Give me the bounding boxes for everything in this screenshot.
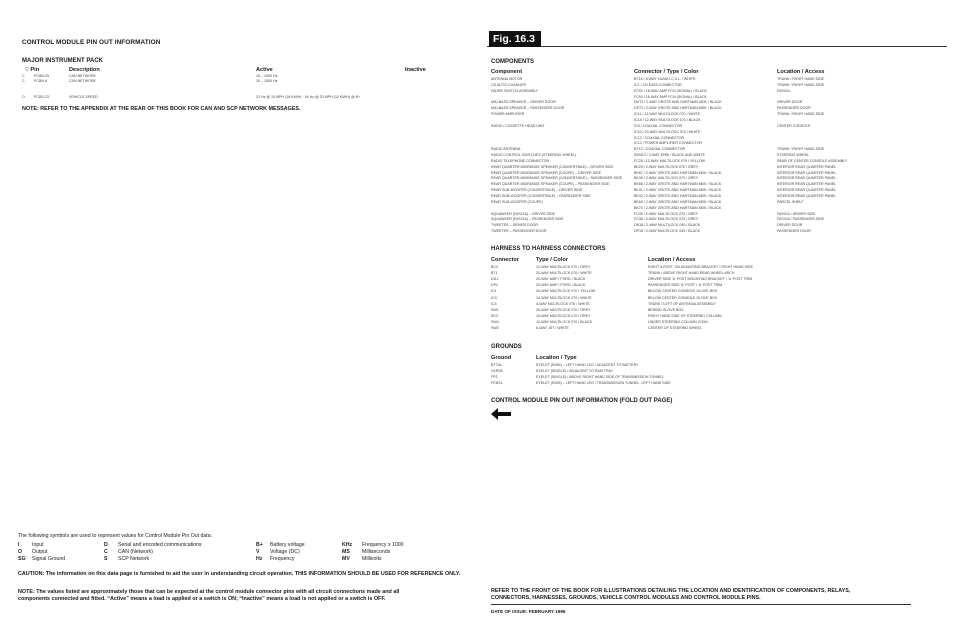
component-location: INTERIOR REAR QUARTER PANEL [777, 194, 837, 198]
component-name: REAR SUB WOOFER (COUPE) [491, 199, 543, 204]
component-name: MID-BASS SPEAKER – DRIVER DOOR [491, 100, 556, 105]
component-location: FASCIA [777, 88, 790, 93]
component-connector: IC13 / POWER AMPLIFIER CONNECTOR [634, 141, 703, 146]
pin-description: CAN NETWORK [69, 74, 96, 78]
legend-item [342, 542, 404, 548]
component-connector: BK31 / 2-WAY GROTE AND HARTMAN MDK / BLACK [634, 188, 722, 193]
legend-symbol: MS [342, 549, 350, 555]
harness-location: TRUNK / LEFT OF ANTENNA ASSEMBLY [648, 301, 716, 306]
values-note-line2: components connected and fitted. “Active” means a load is applied or a switch is ON; “Inactive” means a load is not applied or a switch is OFF. [18, 596, 386, 602]
component-location: TRUNK / RIGHT HAND SIDE [777, 147, 825, 152]
harness-connector: SW4 [491, 319, 499, 324]
component-location: TRUNK / RIGHT HAND SIDE [777, 77, 825, 81]
component-connector: IC10 / 20-WAY MULTILOCK 070 / WHITE [634, 129, 701, 134]
component-location: REAR OF CENTER CONSOLE ASSEMBLY [777, 158, 848, 163]
header-inactive: Inactive [405, 67, 426, 73]
component-location: FASCIA / DRIVER SIDE [777, 211, 816, 216]
header-harness-location: Location / Access [648, 257, 696, 263]
component-connector: BK70 / 2-WAY GROTE AND HARTMAN MDK / BLACK [634, 205, 722, 210]
component-connector: BT16 / 8-WAY YAZAKI C.S.L. / WHITE [634, 77, 696, 81]
pin-description: VEHICLE SPEED [69, 95, 98, 99]
component-name: REAR SUB WOOFER (CONVERTIBLE) – DRIVER SIDE [491, 188, 583, 193]
legend-symbol: B+ [256, 542, 263, 548]
legend-meaning: Output [32, 549, 48, 555]
top-rule [487, 46, 947, 47]
ground-location: EYELET (RAIN) – LEFT HAND LEG / TRANSMISSION TUNNEL, LEFT HAND SIDE [536, 381, 671, 385]
component-name: RADIO CONTROL SWITCHES (STEERING WHEEL) [491, 153, 577, 158]
component-name: RADIO / CASSETTE HEAD UNIT [491, 123, 545, 128]
table-row [491, 265, 951, 271]
bottom-rule [491, 604, 911, 605]
values-note-line1: NOTE: The values listed are approximately those that can be expected at the control module connector pins with all circuit connections made and all [18, 589, 400, 595]
component-location: STEERING WHEEL [777, 153, 810, 158]
component-location: PASSENGER DOOR [777, 229, 811, 234]
component-connector: BK29 / 2-WAY MULTILOCK 070 / GREY [634, 164, 699, 169]
legend-symbol: D [104, 542, 108, 548]
harness-connector: IC4 [491, 301, 497, 306]
ground-location: EYELET (RAIN) – LEFT HAND LEG / ADJACENT TO BATTERY [536, 363, 639, 367]
table-row [491, 283, 951, 289]
legend-intro: The following symbols are used to represent values for Control Module Pin Out data: [18, 533, 213, 539]
harness-type: 20-WAY AMP / FORD / BLACK [536, 277, 586, 282]
component-connector: FC36 / 2-WAY MULTILOCK 070 / GREY [634, 217, 699, 222]
component-connector: IC11 / 12-WAY MULTILOCK 070 / WHITE [634, 112, 701, 117]
pin-symbol-icon: ▽ [25, 67, 29, 73]
component-name: REAR QUARTER MIDRANGE SPEAKER (CONVERTIBLE) – DRIVER SIDE [491, 164, 614, 169]
harness-title: HARNESS TO HARNESS CONNECTORS [491, 246, 606, 252]
legend-meaning: CAN (Network) [118, 549, 153, 555]
component-location: CENTER CONSOLE [777, 123, 811, 128]
harness-type: 20-WAY AMP / FORD / BLACK [536, 283, 586, 288]
legend-meaning: Frequency x 1000 [362, 542, 404, 548]
harness-location: RIGHT HAND SIDE OF STEERING COLUMN [648, 313, 722, 318]
table-row [491, 302, 951, 308]
harness-type: 14-WAY MULTILOCK 070 / WHITE [536, 295, 592, 300]
legend-item [18, 556, 65, 562]
table-row [491, 229, 951, 235]
foldout-label: CONTROL MODULE PIN OUT INFORMATION (FOLD OUT PAGE) [491, 398, 673, 404]
header-ground-location: Location / Type [536, 355, 577, 361]
component-name: REAR QUARTER MIDRANGE SPEAKER (COUPE) – PASSENGER SIDE [491, 182, 610, 187]
harness-type: 6-WAY JST / WHITE [536, 326, 569, 330]
legend-meaning: Millivolts [362, 556, 382, 562]
harness-type: 20-WAY MULTILOCK 070 / YELLOW [536, 289, 596, 294]
component-name: REAR QUARTER MIDRANGE SPEAKER (COUPE) – DRIVER SIDE [491, 170, 601, 175]
pin-number: PCBN-25 [34, 74, 50, 78]
ground-id: PCBSL [491, 381, 503, 385]
header-harness-type: Type / Color [536, 257, 568, 263]
component-name: TWEETER – PASSENGER DOOR [491, 229, 547, 234]
harness-type: 10-WAY MULTILOCK 070 / GREY [536, 313, 591, 318]
header-active: Active [256, 67, 273, 73]
table-row [491, 320, 951, 326]
component-location: INTERIOR REAR QUARTER PANEL [777, 182, 837, 187]
legend-item [104, 549, 153, 555]
legend-item [342, 549, 390, 555]
table-row [491, 271, 951, 277]
table-row [491, 381, 951, 387]
table-row [491, 314, 951, 320]
legend-meaning: Frequency [270, 556, 295, 562]
legend-symbol: Hz [256, 556, 263, 562]
component-location: DRIVER DOOR [777, 223, 803, 228]
harness-location: RIGHT A POST, ON MOUNTING BRACKET / RIGHT HAND SIDE [648, 265, 754, 269]
harness-location: TRUNK / ABOVE RIGHT HAND REAR WHEEL ARCH [648, 271, 735, 276]
legend-symbol: MV [342, 556, 350, 562]
pin-description: CAN NETWORK [69, 79, 96, 83]
harness-connector: IC3 [491, 295, 497, 300]
section-title: MAJOR INSTRUMENT PACK [22, 58, 103, 64]
legend-symbol: KHz [342, 542, 353, 548]
issue-date: DATE OF ISSUE: FEBRUARY 1996 [491, 609, 566, 614]
legend-symbol: S [104, 556, 108, 562]
table-row [491, 277, 951, 283]
table-row [0, 79, 477, 85]
component-name: MID-BASS SPEAKER – PASSENGER DOOR [491, 106, 565, 111]
refer-line1: REFER TO THE FRONT OF THE BOOK FOR ILLUSTRATIONS DETAILING THE LOCATION AND IDENTIFICATION OF COMPONENTS, RELAYS, [491, 588, 851, 594]
ground-location: EYELET (SINGLE) / ADJACENT TO RAM TRAY [536, 369, 614, 373]
pin-table [0, 74, 477, 104]
harness-type: 20-WAY MULTILOCK 070 / GREY [536, 307, 591, 312]
ground-id: H1RS5 [491, 369, 503, 373]
component-name: ANTENNA MOTOR [491, 77, 523, 81]
legend-item [256, 542, 305, 548]
legend-item [104, 556, 149, 562]
component-name: FADER SWITCH ASSEMBLY [491, 88, 539, 93]
harness-location: PASSENGER SIDE 'A' POST / 'A' POST TRIM [648, 283, 723, 288]
header-harness-connector: Connector [491, 257, 519, 263]
component-location: FASCIA / PASSENGER SIDE [777, 217, 825, 222]
component-location: TRUNK / RIGHT HAND SIDE [777, 82, 825, 87]
harness-type: 12-WAY MULTILOCK 070 / BLACK [536, 319, 592, 324]
harness-connector: SW1 [491, 307, 499, 312]
component-name: SQUAWKER (FASCIA) – PASSENGER SIDE [491, 217, 564, 222]
component-name: SQUAWKER (FASCIA) – DRIVER SIDE [491, 211, 555, 216]
harness-location: BEHIND GLOVE BOX [648, 307, 684, 312]
component-location: INTERIOR REAR QUARTER PANEL [777, 164, 837, 169]
legend-item [18, 542, 44, 548]
component-location: INTERIOR REAR QUARTER PANEL [777, 170, 837, 175]
pin-number: PCBN-6 [34, 79, 48, 83]
header-location-access: Location / Access [777, 69, 825, 75]
legend-item [256, 556, 295, 562]
harness-connector: DP1 [491, 283, 498, 288]
harness-connector: IC1 [491, 289, 497, 294]
grounds-title: GROUNDS [491, 344, 522, 350]
component-name: CD AUTO-CHANGER [491, 82, 527, 87]
component-connector: IC12 / COAXIAL CONNECTOR [634, 135, 685, 140]
table-row [0, 95, 477, 101]
grounds-table [491, 363, 951, 389]
component-location: INTERIOR REAR QUARTER PANEL [777, 188, 837, 193]
legend-item [104, 542, 202, 548]
harness-type: 4-WAY MULTILOCK 070 / WHITE [536, 301, 590, 306]
component-location: PASSENGER DOOR [777, 106, 811, 111]
component-connector: DD18 / 2-WAY MULTILOCK 040 / BLACK [634, 223, 701, 228]
component-connector: FC92 / 16-WAY AMP FCN (SIGNAL) / BLACK [634, 88, 707, 93]
harness-location: BELOW CENTER CONSOLE GLOVE BOX [648, 289, 718, 294]
legend-symbol: O [18, 549, 23, 555]
pin-type: C [22, 79, 25, 83]
harness-connector: BT1 [491, 271, 498, 276]
harness-connector: BC4 [491, 265, 498, 269]
component-connector: IC1 / CD DATA CONNECTOR [634, 82, 682, 87]
network-note: NOTE: REFER TO THE APPENDIX AT THE REAR OF THIS BOOK FOR CAN AND SCP NETWORK MESSAGES. [22, 106, 301, 112]
component-connector: BT12 / COAXIAL CONNECTOR [634, 147, 686, 152]
component-connector: FC35 / 2-WAY MULTILOCK 070 / GREY [634, 211, 699, 216]
harness-location: DRIVER SIDE 'A' POST MOUNTING BRACKET / 'A' POST TRIM [648, 277, 753, 282]
legend-item [342, 556, 382, 562]
component-name: REAR QUARTER MIDRANGE SPEAKER (CONVERTIBLE) – PASSENGER SIDE [491, 176, 623, 181]
legend-symbol: C [104, 549, 108, 555]
harness-connector: DD1 [491, 277, 499, 282]
pin-type: O [22, 95, 25, 99]
right-page [477, 0, 954, 623]
caution-text: CAUTION: The information on this data page is furnished to aid the user in understanding circuit operation. THIS INFORMATION SHOULD BE USED FOR REFERENCE ONLY. [18, 571, 461, 577]
component-location: DRIVER DOOR [777, 100, 803, 105]
legend-item [18, 549, 48, 555]
component-name: RADIO ANTENNA [491, 147, 521, 152]
table-row [491, 289, 951, 295]
component-connector: SW413 / 3-WAY ERNI / BLACK AND WHITE [634, 153, 706, 158]
component-location: TRUNK / RIGHT HAND SIDE [777, 112, 825, 117]
component-name: TWEETER – DRIVER DOOR [491, 223, 538, 228]
header-pin: ▽ Pin [25, 67, 40, 73]
harness-type: 20-WAY MULTILOCK 070 / WHITE [536, 271, 592, 276]
components-table [491, 77, 951, 237]
component-name: POWER AMPLIFIER [491, 112, 525, 117]
component-location: PARCEL SHELF [777, 199, 804, 204]
component-name: RADIO TELEPHONE CONNECTOR [491, 158, 550, 163]
harness-location: BELOW CENTER CONSOLE GLOVE BOX [648, 295, 718, 300]
component-connector: BK68 / 2-WAY GROTE AND HARTMAN MDK / BLACK [634, 182, 722, 187]
pin-active: 15 – 1500 Hz [256, 79, 278, 83]
table-row [491, 296, 951, 302]
figure-label: Fig. 16.3 [489, 31, 541, 47]
component-connector: DP18 / 2-WAY MULTILOCK 040 / BLACK [634, 229, 700, 234]
ground-location: EYELET (SINGLE) / ABOVE RIGHT HAND SIDE OF TRANSMISSION TUNNEL [536, 375, 664, 379]
legend-meaning: Battery voltage [270, 542, 305, 548]
legend-meaning: SCP Network [118, 556, 150, 562]
component-connector: BK69 / 2-WAY GROTE AND HARTMAN MDK / BLACK [634, 199, 722, 204]
legend-meaning: Milliseconds [362, 549, 391, 555]
component-connector: DD73 / 2-WAY GROTE AND HARTMAN MDK / BLACK [634, 100, 722, 105]
harness-type: 12-WAY MULTILOCK 070 / GREY [536, 265, 591, 269]
component-connector: FC28 / 12-WAY MULTILOCK 070 / YELLOW [634, 158, 705, 163]
pin-type: C [22, 74, 25, 78]
legend-item [256, 549, 300, 555]
component-connector: BK32 / 2-WAY GROTE AND HARTMAN MDK / BLACK [634, 194, 722, 198]
component-name: REAR SUB WOOFER (CONVERTIBLE) – PASSENGER SIDE [491, 194, 591, 198]
component-connector: FC93 / 16-WAY AMP FCN (SIGNAL) / BLACK [634, 94, 707, 99]
refer-line2: CONNECTORS, HARNESSES, GROUNDS, VEHICLE CONTROL MODULES AND CONTROL MODULE PINS. [491, 595, 761, 601]
header-ground: Ground [491, 355, 512, 361]
legend-meaning: Voltage (DC) [270, 549, 300, 555]
legend-meaning: Serial and encoded communications [118, 542, 202, 548]
component-connector: IC14 / 12-WAY MULTILOCK 070 / BLACK [634, 117, 701, 122]
header-connector-type-color: Connector / Type / Color [634, 69, 699, 75]
legend-meaning: Signal Ground [32, 556, 66, 562]
pin-active: 22 Hz @ 10 MPH (16 KM/H) · 44 Hz @ 20 MPH (32 KM/H) @ B+ [256, 95, 361, 99]
legend-table [18, 542, 468, 566]
pin-number: PCBS-23 [34, 95, 49, 99]
legend-symbol: I [18, 542, 20, 548]
ground-id: FP2 [491, 375, 498, 379]
pin-active: 15 – 1500 Hz [256, 74, 278, 78]
legend-meaning: Input [32, 542, 44, 548]
table-row [491, 326, 951, 332]
header-description: Description [69, 67, 100, 73]
ground-id: BT7AL [491, 363, 502, 367]
table-row [491, 308, 951, 314]
harness-location: UNDER STEERING COLUMN COWL [648, 319, 709, 324]
harness-connector: SW2 [491, 326, 499, 330]
legend-symbol: V [256, 549, 260, 555]
component-connector: BK67 / 2-WAY GROTE AND HARTMAN MDK / BLACK [634, 170, 722, 175]
component-connector: DP73 / 2-WAY GROTE AND HARTMAN MDK / BLACK [634, 106, 722, 111]
harness-table [491, 265, 951, 335]
harness-location: CENTER OF STEERING WHEEL [648, 326, 702, 330]
page-title: CONTROL MODULE PIN OUT INFORMATION [22, 39, 161, 46]
header-component: Component [491, 69, 523, 75]
components-title: COMPONENTS [491, 59, 535, 65]
arrow-left-icon[interactable] [491, 408, 511, 420]
legend-symbol: SG [18, 556, 26, 562]
component-connector: IC9 / COAXIAL CONNECTOR [634, 123, 683, 128]
component-location: INTERIOR REAR QUARTER PANEL [777, 176, 837, 181]
component-connector: BK30 / 2-WAY MULTILOCK 070 / GREY [634, 176, 699, 181]
harness-connector: SC2 [491, 313, 498, 318]
